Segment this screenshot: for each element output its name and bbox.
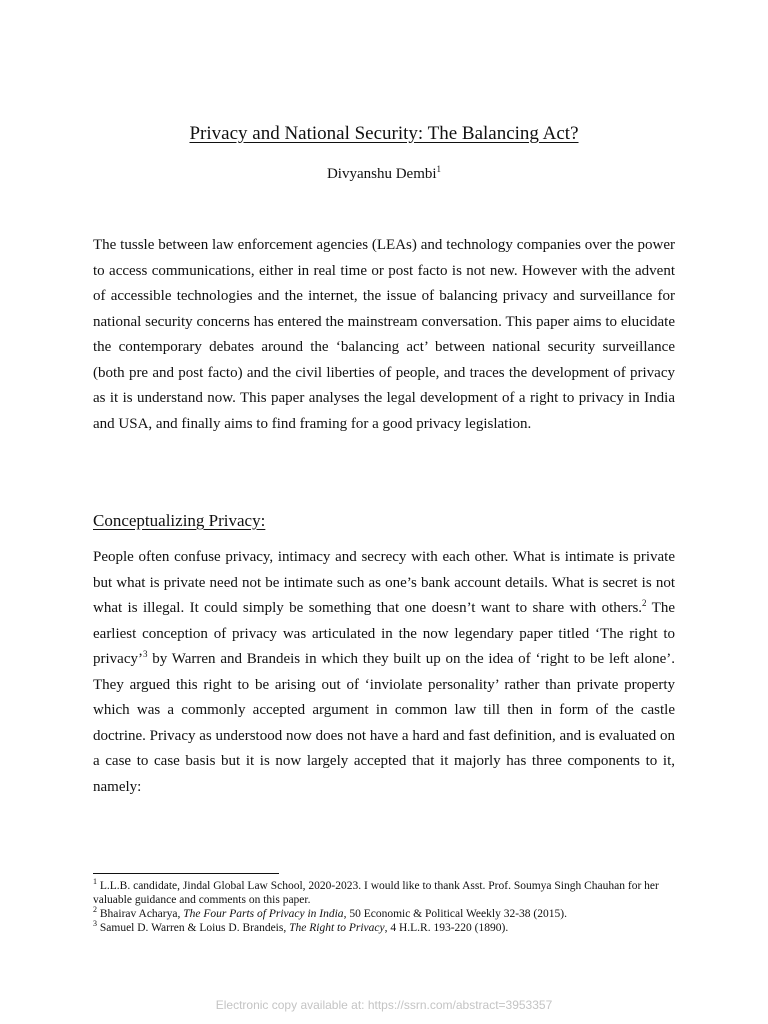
footnotes [93,879,675,935]
author-name: Divyanshu Dembi [326,166,437,182]
footnote-cited-title: The Four Parts of Privacy in India [183,908,344,920]
footnote-3 [93,921,675,935]
footnote-cited-title: The Right to Privacy [289,922,385,934]
author-footnote-mark: 1 [436,164,442,174]
footnote-mark: 1 [93,877,97,887]
footnote-citation: , 50 Economic & Political Weekly 32-38 (2015). [343,908,567,920]
footnote-ref-2: 2 [642,598,647,608]
footnote-1 [93,879,675,907]
footnote-text: L.L.B. candidate, Jindal Global Law School, 2020-2023. I would like to thank Asst. Prof. Soumya Singh Chauhan for her valuable guidance and comments on this paper. [93,880,659,906]
abstract-paragraph: The tussle between law enforcement agencies (LEAs) and technology companies over the power to access communications, either in real time or post facto is not new. However with the advent of accessible technologies and the internet, the issue of balancing privacy and surveillance for national security concerns has entered the mainstream conversation. This paper aims to elucidate the contemporary debates around the ‘balancing act’ between national security surveillance (both pre and post facto) and the civil liberties of people, and traces the development of privacy as it is understand now. This paper analyses the legal development of a right to privacy in India and USA, and finally aims to find framing for a good privacy legislation. [93,237,675,432]
body-text-part-3: by Warren and Brandeis in which they built up on the idea of ‘right to be left alone’. They argued this right to be arising out of ‘inviolate personality’ rather than private property which was a commonly accepted argument in common law till then in form of the castle doctrine. Privacy as understood now does not have a hard and fast definition, and is evaluated on a case to case basis but it is now largely accepted that it majorly has three components to it, namely: [93,651,675,795]
body-text-part-2: The earliest conception of privacy was articulated in the now legendary paper titled ‘The right to privacy’ [93,600,675,667]
paper-title: Privacy and National Security: The Balancing Act? [189,123,579,144]
footnote-2 [93,907,675,921]
section-heading: Conceptualizing Privacy: [93,511,266,530]
footnote-mark: 3 [93,919,97,929]
footnote-text: Samuel D. Warren & Loius D. Brandeis, [97,922,290,934]
footnote-text: Bhairav Acharya, [97,908,184,920]
footnote-ref-3: 3 [142,649,148,659]
body-text-part-1: People often confuse privacy, intimacy and secrecy with each other. What is intimate is private but what is private need not be intimate such as one’s bank account details. What is secret is not what is illegal. It could simply be something that one doesn’t want to share with others. [93,549,675,616]
ssrn-footer: Electronic copy available at: https://ssrn.com/abstract=3953357 [215,998,553,1012]
footnote-mark: 2 [93,905,97,915]
body-paragraph [93,545,675,800]
footnote-separator [93,873,279,874]
footnote-citation: , 4 H.L.R. 193-220 (1890). [384,922,509,934]
author-line [0,164,768,184]
